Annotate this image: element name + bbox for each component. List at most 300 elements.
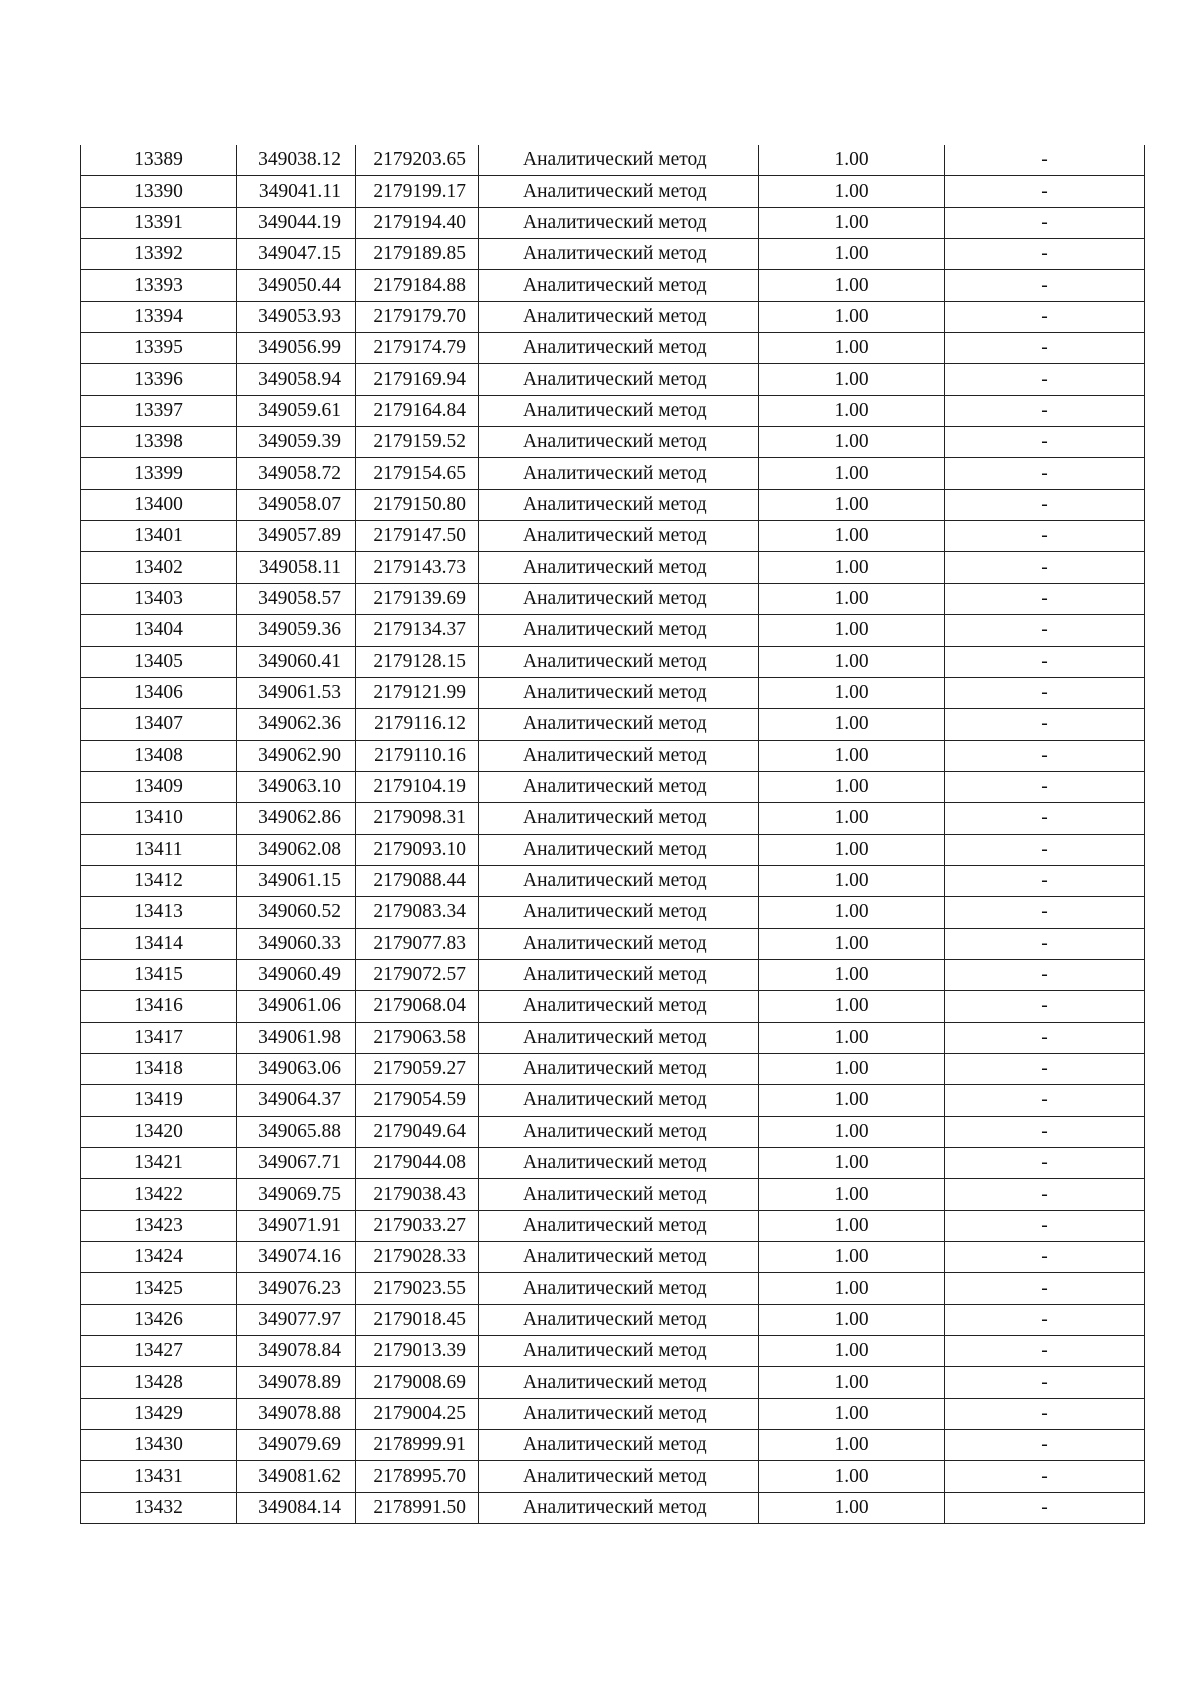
point-number-cell: 13420 [81, 1116, 237, 1147]
y-coordinate-cell: 2179121.99 [356, 677, 479, 708]
point-number-cell: 13418 [81, 1053, 237, 1084]
table-row [81, 1242, 1145, 1273]
accuracy-cell: 1.00 [759, 1367, 945, 1398]
point-number-cell: 13390 [81, 176, 237, 207]
description-cell: - [945, 145, 1145, 176]
table-row [81, 959, 1145, 990]
table-row [81, 677, 1145, 708]
y-coordinate-cell: 2179110.16 [356, 740, 479, 771]
y-coordinate-cell: 2179154.65 [356, 458, 479, 489]
table-row [81, 1367, 1145, 1398]
description-cell: - [945, 928, 1145, 959]
y-coordinate-cell: 2179189.85 [356, 239, 479, 270]
table-row [81, 615, 1145, 646]
table-row [81, 1492, 1145, 1523]
method-cell: Аналитический метод [479, 1336, 759, 1367]
description-cell: - [945, 1430, 1145, 1461]
x-coordinate-cell: 349058.72 [237, 458, 356, 489]
method-cell: Аналитический метод [479, 740, 759, 771]
x-coordinate-cell: 349061.06 [237, 991, 356, 1022]
accuracy-cell: 1.00 [759, 677, 945, 708]
description-cell: - [945, 1492, 1145, 1523]
method-cell: Аналитический метод [479, 521, 759, 552]
description-cell: - [945, 1273, 1145, 1304]
table-row [81, 1116, 1145, 1147]
description-cell: - [945, 239, 1145, 270]
accuracy-cell: 1.00 [759, 583, 945, 614]
x-coordinate-cell: 349071.91 [237, 1210, 356, 1241]
x-coordinate-cell: 349064.37 [237, 1085, 356, 1116]
accuracy-cell: 1.00 [759, 207, 945, 238]
table-row [81, 207, 1145, 238]
y-coordinate-cell: 2179093.10 [356, 834, 479, 865]
y-coordinate-cell: 2179159.52 [356, 427, 479, 458]
accuracy-cell: 1.00 [759, 427, 945, 458]
x-coordinate-cell: 349058.94 [237, 364, 356, 395]
accuracy-cell: 1.00 [759, 1242, 945, 1273]
accuracy-cell: 1.00 [759, 740, 945, 771]
y-coordinate-cell: 2179174.79 [356, 333, 479, 364]
x-coordinate-cell: 349078.84 [237, 1336, 356, 1367]
x-coordinate-cell: 349060.49 [237, 959, 356, 990]
y-coordinate-cell: 2179164.84 [356, 395, 479, 426]
point-number-cell: 13411 [81, 834, 237, 865]
description-cell: - [945, 1053, 1145, 1084]
description-cell: - [945, 897, 1145, 928]
description-cell: - [945, 1336, 1145, 1367]
point-number-cell: 13410 [81, 803, 237, 834]
x-coordinate-cell: 349062.36 [237, 709, 356, 740]
table-row [81, 521, 1145, 552]
method-cell: Аналитический метод [479, 1116, 759, 1147]
method-cell: Аналитический метод [479, 959, 759, 990]
accuracy-cell: 1.00 [759, 1304, 945, 1335]
table-row [81, 301, 1145, 332]
table-row [81, 740, 1145, 771]
x-coordinate-cell: 349038.12 [237, 145, 356, 176]
point-number-cell: 13426 [81, 1304, 237, 1335]
point-number-cell: 13397 [81, 395, 237, 426]
accuracy-cell: 1.00 [759, 928, 945, 959]
x-coordinate-cell: 349058.07 [237, 489, 356, 520]
method-cell: Аналитический метод [479, 709, 759, 740]
description-cell: - [945, 552, 1145, 583]
table-row [81, 458, 1145, 489]
method-cell: Аналитический метод [479, 803, 759, 834]
y-coordinate-cell: 2178999.91 [356, 1430, 479, 1461]
accuracy-cell: 1.00 [759, 834, 945, 865]
table-row [81, 1085, 1145, 1116]
accuracy-cell: 1.00 [759, 552, 945, 583]
description-cell: - [945, 270, 1145, 301]
point-number-cell: 13389 [81, 145, 237, 176]
x-coordinate-cell: 349062.90 [237, 740, 356, 771]
point-number-cell: 13416 [81, 991, 237, 1022]
x-coordinate-cell: 349078.88 [237, 1398, 356, 1429]
y-coordinate-cell: 2179194.40 [356, 207, 479, 238]
y-coordinate-cell: 2179023.55 [356, 1273, 479, 1304]
y-coordinate-cell: 2179139.69 [356, 583, 479, 614]
table-row [81, 239, 1145, 270]
description-cell: - [945, 1304, 1145, 1335]
description-cell: - [945, 1367, 1145, 1398]
point-number-cell: 13414 [81, 928, 237, 959]
method-cell: Аналитический метод [479, 207, 759, 238]
method-cell: Аналитический метод [479, 771, 759, 802]
y-coordinate-cell: 2179013.39 [356, 1336, 479, 1367]
accuracy-cell: 1.00 [759, 489, 945, 520]
accuracy-cell: 1.00 [759, 458, 945, 489]
x-coordinate-cell: 349084.14 [237, 1492, 356, 1523]
table-row [81, 865, 1145, 896]
description-cell: - [945, 615, 1145, 646]
x-coordinate-cell: 349062.08 [237, 834, 356, 865]
table-row [81, 897, 1145, 928]
accuracy-cell: 1.00 [759, 239, 945, 270]
y-coordinate-cell: 2179203.65 [356, 145, 479, 176]
accuracy-cell: 1.00 [759, 176, 945, 207]
x-coordinate-cell: 349074.16 [237, 1242, 356, 1273]
table-row [81, 1053, 1145, 1084]
description-cell: - [945, 1398, 1145, 1429]
point-number-cell: 13404 [81, 615, 237, 646]
accuracy-cell: 1.00 [759, 1148, 945, 1179]
description-cell: - [945, 991, 1145, 1022]
description-cell: - [945, 771, 1145, 802]
table-row [81, 364, 1145, 395]
method-cell: Аналитический метод [479, 1148, 759, 1179]
table-row [81, 646, 1145, 677]
y-coordinate-cell: 2179184.88 [356, 270, 479, 301]
description-cell: - [945, 1116, 1145, 1147]
x-coordinate-cell: 349044.19 [237, 207, 356, 238]
point-number-cell: 13417 [81, 1022, 237, 1053]
point-number-cell: 13392 [81, 239, 237, 270]
accuracy-cell: 1.00 [759, 709, 945, 740]
description-cell: - [945, 427, 1145, 458]
y-coordinate-cell: 2179033.27 [356, 1210, 479, 1241]
x-coordinate-cell: 349056.99 [237, 333, 356, 364]
description-cell: - [945, 364, 1145, 395]
accuracy-cell: 1.00 [759, 1085, 945, 1116]
description-cell: - [945, 301, 1145, 332]
y-coordinate-cell: 2179083.34 [356, 897, 479, 928]
point-number-cell: 13408 [81, 740, 237, 771]
table-row [81, 928, 1145, 959]
accuracy-cell: 1.00 [759, 803, 945, 834]
y-coordinate-cell: 2178995.70 [356, 1461, 479, 1492]
table-row [81, 1398, 1145, 1429]
accuracy-cell: 1.00 [759, 771, 945, 802]
accuracy-cell: 1.00 [759, 1430, 945, 1461]
description-cell: - [945, 395, 1145, 426]
y-coordinate-cell: 2179072.57 [356, 959, 479, 990]
method-cell: Аналитический метод [479, 1085, 759, 1116]
description-cell: - [945, 207, 1145, 238]
accuracy-cell: 1.00 [759, 615, 945, 646]
coordinates-table-body [81, 145, 1145, 1524]
table-row [81, 552, 1145, 583]
y-coordinate-cell: 2179004.25 [356, 1398, 479, 1429]
description-cell: - [945, 803, 1145, 834]
x-coordinate-cell: 349057.89 [237, 521, 356, 552]
x-coordinate-cell: 349063.06 [237, 1053, 356, 1084]
description-cell: - [945, 959, 1145, 990]
method-cell: Аналитический метод [479, 1398, 759, 1429]
point-number-cell: 13405 [81, 646, 237, 677]
y-coordinate-cell: 2179063.58 [356, 1022, 479, 1053]
y-coordinate-cell: 2179179.70 [356, 301, 479, 332]
description-cell: - [945, 865, 1145, 896]
point-number-cell: 13423 [81, 1210, 237, 1241]
x-coordinate-cell: 349041.11 [237, 176, 356, 207]
point-number-cell: 13403 [81, 583, 237, 614]
y-coordinate-cell: 2179134.37 [356, 615, 479, 646]
description-cell: - [945, 834, 1145, 865]
accuracy-cell: 1.00 [759, 1116, 945, 1147]
y-coordinate-cell: 2179054.59 [356, 1085, 479, 1116]
point-number-cell: 13407 [81, 709, 237, 740]
point-number-cell: 13395 [81, 333, 237, 364]
y-coordinate-cell: 2178991.50 [356, 1492, 479, 1523]
method-cell: Аналитический метод [479, 583, 759, 614]
method-cell: Аналитический метод [479, 333, 759, 364]
description-cell: - [945, 709, 1145, 740]
y-coordinate-cell: 2179143.73 [356, 552, 479, 583]
table-row [81, 1148, 1145, 1179]
x-coordinate-cell: 349081.62 [237, 1461, 356, 1492]
accuracy-cell: 1.00 [759, 1053, 945, 1084]
method-cell: Аналитический метод [479, 176, 759, 207]
method-cell: Аналитический метод [479, 1492, 759, 1523]
description-cell: - [945, 1461, 1145, 1492]
table-row [81, 427, 1145, 458]
x-coordinate-cell: 349062.86 [237, 803, 356, 834]
method-cell: Аналитический метод [479, 834, 759, 865]
description-cell: - [945, 1022, 1145, 1053]
point-number-cell: 13393 [81, 270, 237, 301]
accuracy-cell: 1.00 [759, 395, 945, 426]
table-row [81, 1022, 1145, 1053]
x-coordinate-cell: 349076.23 [237, 1273, 356, 1304]
accuracy-cell: 1.00 [759, 865, 945, 896]
accuracy-cell: 1.00 [759, 1492, 945, 1523]
point-number-cell: 13400 [81, 489, 237, 520]
method-cell: Аналитический метод [479, 239, 759, 270]
point-number-cell: 13412 [81, 865, 237, 896]
method-cell: Аналитический метод [479, 1210, 759, 1241]
y-coordinate-cell: 2179088.44 [356, 865, 479, 896]
point-number-cell: 13430 [81, 1430, 237, 1461]
point-number-cell: 13427 [81, 1336, 237, 1367]
accuracy-cell: 1.00 [759, 145, 945, 176]
point-number-cell: 13424 [81, 1242, 237, 1273]
method-cell: Аналитический метод [479, 1461, 759, 1492]
method-cell: Аналитический метод [479, 458, 759, 489]
description-cell: - [945, 646, 1145, 677]
point-number-cell: 13396 [81, 364, 237, 395]
accuracy-cell: 1.00 [759, 364, 945, 395]
x-coordinate-cell: 349060.33 [237, 928, 356, 959]
point-number-cell: 13399 [81, 458, 237, 489]
point-number-cell: 13431 [81, 1461, 237, 1492]
table-row [81, 176, 1145, 207]
description-cell: - [945, 583, 1145, 614]
x-coordinate-cell: 349060.52 [237, 897, 356, 928]
accuracy-cell: 1.00 [759, 333, 945, 364]
description-cell: - [945, 521, 1145, 552]
accuracy-cell: 1.00 [759, 1022, 945, 1053]
table-row [81, 991, 1145, 1022]
point-number-cell: 13421 [81, 1148, 237, 1179]
method-cell: Аналитический метод [479, 1273, 759, 1304]
method-cell: Аналитический метод [479, 1242, 759, 1273]
description-cell: - [945, 1242, 1145, 1273]
x-coordinate-cell: 349059.39 [237, 427, 356, 458]
point-number-cell: 13413 [81, 897, 237, 928]
y-coordinate-cell: 2179018.45 [356, 1304, 479, 1335]
point-number-cell: 13401 [81, 521, 237, 552]
method-cell: Аналитический метод [479, 301, 759, 332]
description-cell: - [945, 1210, 1145, 1241]
accuracy-cell: 1.00 [759, 1179, 945, 1210]
point-number-cell: 13425 [81, 1273, 237, 1304]
method-cell: Аналитический метод [479, 427, 759, 458]
y-coordinate-cell: 2179044.08 [356, 1148, 479, 1179]
x-coordinate-cell: 349050.44 [237, 270, 356, 301]
table-row [81, 395, 1145, 426]
y-coordinate-cell: 2179068.04 [356, 991, 479, 1022]
coordinates-table [80, 145, 1145, 1524]
point-number-cell: 13422 [81, 1179, 237, 1210]
method-cell: Аналитический метод [479, 145, 759, 176]
x-coordinate-cell: 349058.11 [237, 552, 356, 583]
method-cell: Аналитический метод [479, 865, 759, 896]
method-cell: Аналитический метод [479, 677, 759, 708]
accuracy-cell: 1.00 [759, 1398, 945, 1429]
method-cell: Аналитический метод [479, 552, 759, 583]
x-coordinate-cell: 349078.89 [237, 1367, 356, 1398]
method-cell: Аналитический метод [479, 1022, 759, 1053]
method-cell: Аналитический метод [479, 1430, 759, 1461]
method-cell: Аналитический метод [479, 615, 759, 646]
x-coordinate-cell: 349065.88 [237, 1116, 356, 1147]
accuracy-cell: 1.00 [759, 646, 945, 677]
description-cell: - [945, 740, 1145, 771]
method-cell: Аналитический метод [479, 270, 759, 301]
x-coordinate-cell: 349079.69 [237, 1430, 356, 1461]
y-coordinate-cell: 2179169.94 [356, 364, 479, 395]
table-row [81, 771, 1145, 802]
accuracy-cell: 1.00 [759, 991, 945, 1022]
method-cell: Аналитический метод [479, 489, 759, 520]
x-coordinate-cell: 349061.53 [237, 677, 356, 708]
point-number-cell: 13398 [81, 427, 237, 458]
accuracy-cell: 1.00 [759, 1210, 945, 1241]
x-coordinate-cell: 349047.15 [237, 239, 356, 270]
point-number-cell: 13415 [81, 959, 237, 990]
description-cell: - [945, 489, 1145, 520]
y-coordinate-cell: 2179150.80 [356, 489, 479, 520]
x-coordinate-cell: 349069.75 [237, 1179, 356, 1210]
y-coordinate-cell: 2179038.43 [356, 1179, 479, 1210]
accuracy-cell: 1.00 [759, 959, 945, 990]
method-cell: Аналитический метод [479, 991, 759, 1022]
point-number-cell: 13394 [81, 301, 237, 332]
x-coordinate-cell: 349061.15 [237, 865, 356, 896]
y-coordinate-cell: 2179049.64 [356, 1116, 479, 1147]
x-coordinate-cell: 349061.98 [237, 1022, 356, 1053]
method-cell: Аналитический метод [479, 395, 759, 426]
table-row [81, 709, 1145, 740]
table-row [81, 834, 1145, 865]
point-number-cell: 13428 [81, 1367, 237, 1398]
accuracy-cell: 1.00 [759, 897, 945, 928]
method-cell: Аналитический метод [479, 1179, 759, 1210]
table-row [81, 489, 1145, 520]
x-coordinate-cell: 349059.61 [237, 395, 356, 426]
method-cell: Аналитический метод [479, 1053, 759, 1084]
y-coordinate-cell: 2179008.69 [356, 1367, 479, 1398]
table-row [81, 1210, 1145, 1241]
point-number-cell: 13432 [81, 1492, 237, 1523]
description-cell: - [945, 458, 1145, 489]
table-row [81, 803, 1145, 834]
description-cell: - [945, 1179, 1145, 1210]
y-coordinate-cell: 2179104.19 [356, 771, 479, 802]
method-cell: Аналитический метод [479, 364, 759, 395]
table-row [81, 583, 1145, 614]
accuracy-cell: 1.00 [759, 1461, 945, 1492]
accuracy-cell: 1.00 [759, 1336, 945, 1367]
table-row [81, 1304, 1145, 1335]
description-cell: - [945, 1085, 1145, 1116]
x-coordinate-cell: 349063.10 [237, 771, 356, 802]
x-coordinate-cell: 349059.36 [237, 615, 356, 646]
accuracy-cell: 1.00 [759, 1273, 945, 1304]
x-coordinate-cell: 349053.93 [237, 301, 356, 332]
x-coordinate-cell: 349058.57 [237, 583, 356, 614]
accuracy-cell: 1.00 [759, 521, 945, 552]
accuracy-cell: 1.00 [759, 270, 945, 301]
point-number-cell: 13429 [81, 1398, 237, 1429]
x-coordinate-cell: 349067.71 [237, 1148, 356, 1179]
method-cell: Аналитический метод [479, 646, 759, 677]
method-cell: Аналитический метод [479, 1304, 759, 1335]
point-number-cell: 13419 [81, 1085, 237, 1116]
description-cell: - [945, 1148, 1145, 1179]
y-coordinate-cell: 2179128.15 [356, 646, 479, 677]
method-cell: Аналитический метод [479, 928, 759, 959]
y-coordinate-cell: 2179028.33 [356, 1242, 479, 1273]
table-row [81, 1179, 1145, 1210]
point-number-cell: 13409 [81, 771, 237, 802]
description-cell: - [945, 176, 1145, 207]
method-cell: Аналитический метод [479, 1367, 759, 1398]
table-row [81, 145, 1145, 176]
x-coordinate-cell: 349060.41 [237, 646, 356, 677]
point-number-cell: 13402 [81, 552, 237, 583]
y-coordinate-cell: 2179077.83 [356, 928, 479, 959]
method-cell: Аналитический метод [479, 897, 759, 928]
x-coordinate-cell: 349077.97 [237, 1304, 356, 1335]
table-row [81, 1273, 1145, 1304]
point-number-cell: 13406 [81, 677, 237, 708]
table-row [81, 333, 1145, 364]
point-number-cell: 13391 [81, 207, 237, 238]
table-row [81, 1336, 1145, 1367]
y-coordinate-cell: 2179098.31 [356, 803, 479, 834]
